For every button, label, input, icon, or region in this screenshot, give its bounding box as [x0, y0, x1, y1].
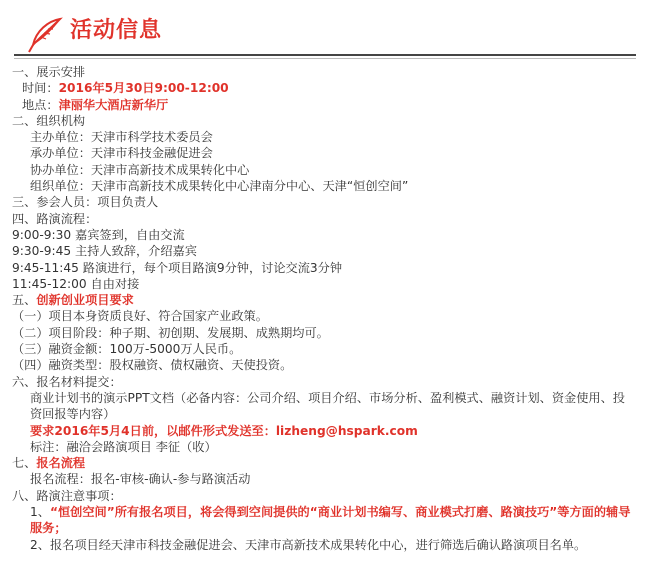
schedule-line: 9:00-9:30 嘉宾签到，自由交流: [12, 227, 185, 242]
event-info-content: [12, 64, 634, 553]
place-label: 地点：: [22, 97, 59, 112]
org-line: 承办单位：天津市科技金融促进会: [30, 146, 213, 161]
schedule-line: 9:30-9:45 主持人致辞，介绍嘉宾: [12, 244, 197, 259]
item-number: 1、: [30, 505, 50, 520]
event-time: [12, 80, 634, 96]
notice-item: 2、报名项目经天津市科技金融促进会、天津市高新技术成果转化中心，进行筛选后确认路演项目名单。: [30, 537, 587, 552]
heading-highlight: 创新创业项目要求: [36, 293, 134, 308]
page-title: 活动信息: [70, 18, 163, 43]
section-heading: [12, 292, 634, 308]
header-divider-thin: [14, 58, 636, 59]
section-heading: 二、组织机构: [12, 113, 86, 128]
schedule-line: 9:45-11:45 路演进行，每个项目路演9分钟，讨论交流3分钟: [12, 260, 343, 275]
org-line: 组织单位：天津市高新技术成果转化中心津南分中心、天津“恒创空间”: [30, 179, 409, 194]
submission-note: 标注：融洽会路演项目 李征（收）: [30, 439, 217, 454]
section-heading: 八、路演注意事项：: [12, 488, 122, 503]
materials-description: 商业计划书的演示PPT文档（必备内容：公司介绍、项目介绍、市场分析、盈利模式、融资计划、资金使用、投资回报等内容）: [30, 390, 625, 422]
requirement-line: （四）融资类型：股权融资、债权融资、天使投资。: [12, 358, 293, 373]
place-value: 津丽华大酒店新华厅: [58, 97, 169, 112]
time-label: 时间：: [22, 81, 59, 96]
notice-highlight: “恒创空间”所有报名项目，将会得到空间提供的“商业计划书编写、商业模式打磨、路演技巧”等方面的辅导服务；: [30, 505, 631, 536]
notice-item: [12, 504, 634, 537]
heading-highlight: 报名流程: [36, 456, 86, 471]
submission-deadline: 要求2016年5月4日前，以邮件形式发送至：lizheng@hspark.com: [30, 423, 418, 438]
section-heading: 三、参会人员：项目负责人: [12, 195, 159, 210]
requirement-line: （一）项目本身资质良好、符合国家产业政策。: [12, 309, 268, 324]
org-line: 主办单位：天津市科学技术委员会: [30, 130, 213, 145]
section-heading: 一、展示安排: [12, 65, 86, 79]
registration-flow: 报名流程：报名-审核-确认-参与路演活动: [30, 472, 251, 487]
section-header: [14, 12, 634, 50]
feather-pen-icon: [26, 15, 66, 55]
schedule-line: 11:45-12:00 自由对接: [12, 276, 140, 291]
section-heading: 四、路演流程：: [12, 211, 98, 226]
section-heading: 六、报名材料提交：: [12, 374, 122, 389]
org-line: 协办单位：天津市高新技术成果转化中心: [30, 162, 250, 177]
event-place: [12, 97, 634, 113]
heading-prefix: 七、: [12, 456, 37, 471]
header-divider: [14, 54, 636, 56]
requirement-line: （二）项目阶段：种子期、初创期、发展期、成熟期均可。: [12, 325, 329, 340]
heading-prefix: 五、: [12, 293, 37, 308]
section-heading: [12, 455, 634, 471]
time-value: 2016年5月30日9:00-12:00: [58, 81, 229, 96]
requirement-line: （三）融资金额：100万-5000万人民币。: [12, 342, 242, 357]
